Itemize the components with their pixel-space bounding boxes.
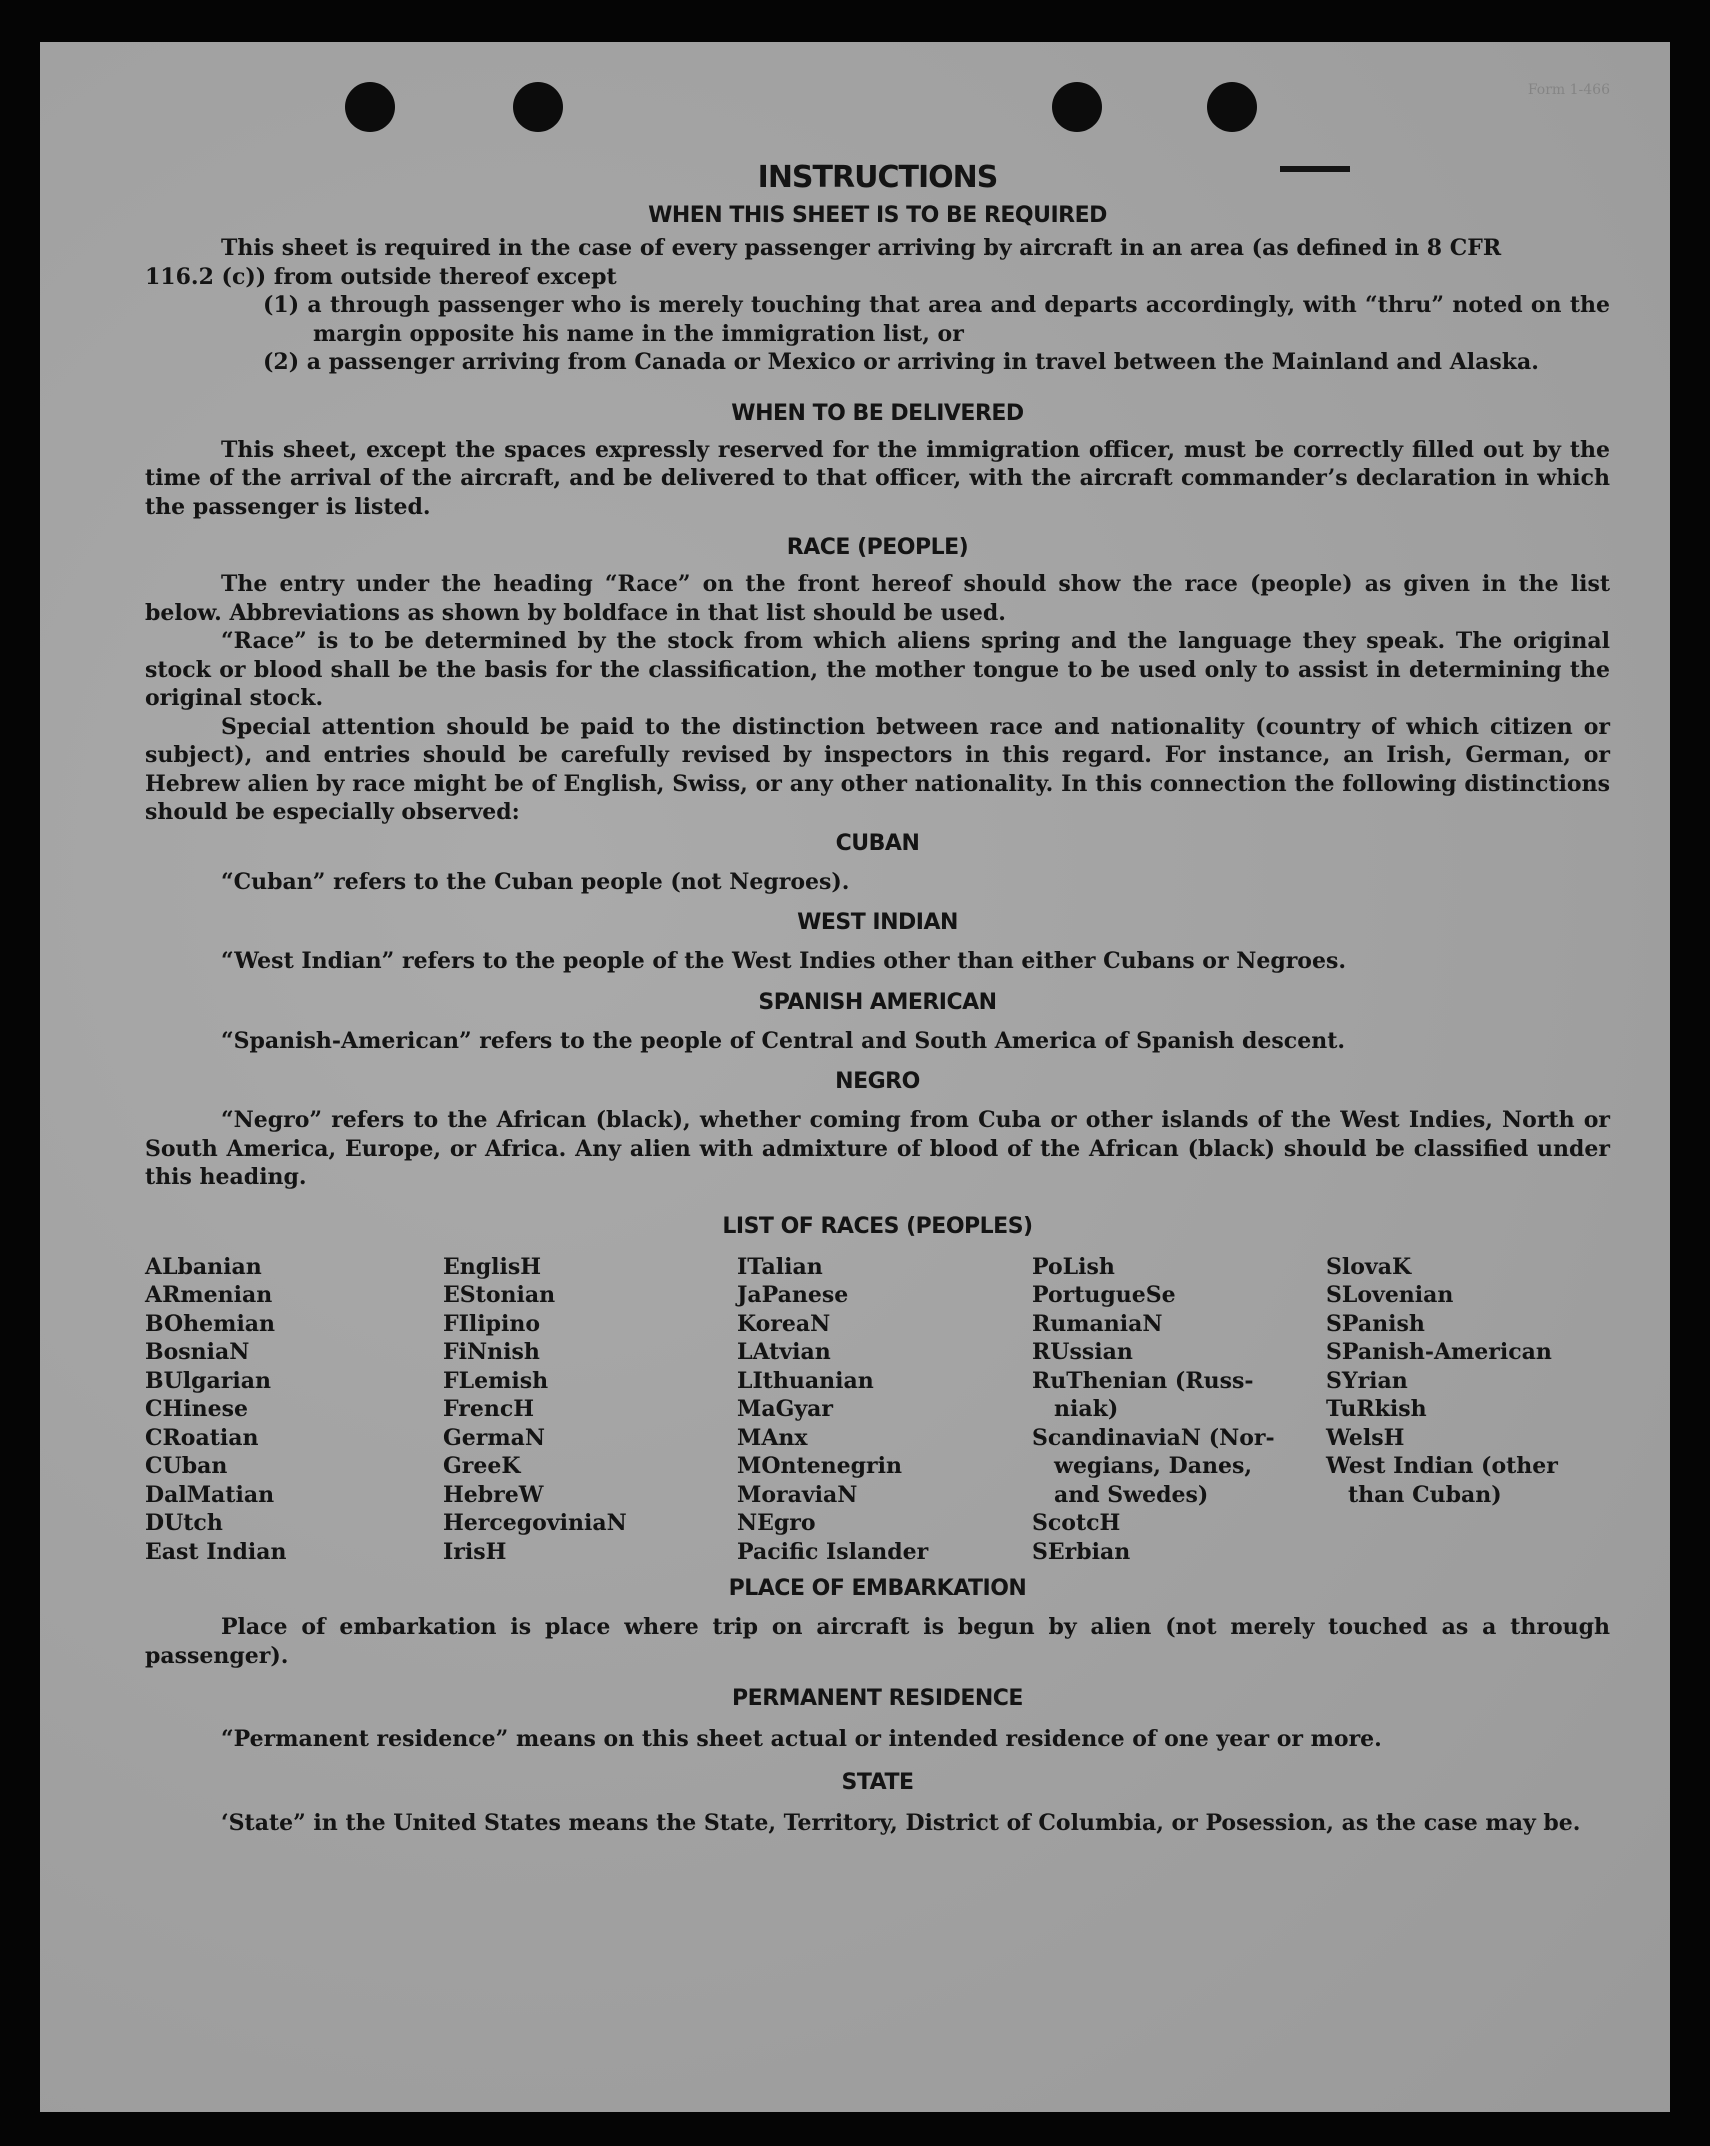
when-required-item-1: (1) a through passenger who is merely touching that area and departs accordingly, with “thru” noted on the margin opposite his name in the immigration list, or — [263, 292, 1610, 347]
heading-west-indian: WEST INDIAN — [797, 910, 958, 935]
heading-state: STATE — [841, 1769, 914, 1795]
race-entry: West Indian (other — [1326, 1453, 1558, 1479]
race-entry: IrisH — [443, 1538, 507, 1565]
heading-permanent-residence: PERMANENT RESIDENCE — [732, 1686, 1023, 1711]
races-column-3 — [737, 1253, 1032, 1567]
race-entry: DUtch — [145, 1510, 223, 1536]
race-entry: RUssian — [1032, 1339, 1133, 1365]
punch-hole — [1052, 82, 1102, 132]
races-column-4 — [1032, 1253, 1326, 1567]
race-entry: Pacific Islander — [737, 1538, 929, 1565]
heading-cuban: CUBAN — [835, 830, 920, 856]
race-paragraph-3: Special attention should be paid to the distinction between race and nationality (country of which citizen or subject), and entries should be carefully revised by inspectors in this regard. For instance, an Irish, German, or Hebrew alien by race might be of English, Swiss, or any other nationality. In this connection the following distinctions should be especially observed: — [145, 713, 1610, 825]
race-entry: FrencH — [443, 1396, 534, 1422]
race-entry: FiNnish — [443, 1339, 540, 1365]
race-entry: SPanish-American — [1326, 1339, 1552, 1365]
when-required-item-2: (2) a passenger arriving from Canada or Mexico or arriving in travel between the Mainland and Alaska. — [263, 349, 1539, 375]
heading-list-of-races: LIST OF RACES (PEOPLES) — [722, 1213, 1033, 1239]
form-number: Form 1-466 — [1527, 82, 1610, 98]
embarkation-text: Place of embarkation is place where trip on aircraft is begun by alien (not merely touched as a through passenger). — [145, 1614, 1610, 1669]
negro-text: “Negro” refers to the African (black), whether coming from Cuba or other islands of the West Indies, North or South America, Europe, or Africa. Any alien with admixture of blood of the African (black) should be classified under this heading. — [145, 1107, 1610, 1190]
race-entry: SLovenian — [1326, 1282, 1454, 1308]
race-entry: ScandinaviaN (Nor- — [1032, 1424, 1275, 1451]
punch-hole — [345, 82, 395, 132]
race-entry: JaPanese — [737, 1282, 849, 1308]
when-delivered-text: This sheet, except the spaces expressly reserved for the immigration officer, must be correctly filled out by the time of the arrival of the aircraft, and be delivered to that officer, with the aircraft commander’s declaration in which the passenger is listed. — [145, 436, 1610, 520]
race-entry: niak) — [1054, 1396, 1119, 1422]
document-page — [40, 42, 1670, 2112]
cuban-text: “Cuban” refers to the Cuban people (not Negroes). — [221, 868, 850, 895]
race-entry: SPanish — [1326, 1310, 1425, 1337]
races-list — [145, 1253, 1610, 1567]
heading-when-delivered: WHEN TO BE DELIVERED — [731, 400, 1024, 426]
race-entry: BUlgarian — [145, 1367, 271, 1394]
race-entry: TuRkish — [1326, 1396, 1427, 1422]
races-column-5 — [1326, 1253, 1610, 1567]
race-entry: SErbian — [1032, 1538, 1131, 1565]
race-entry: CRoatian — [145, 1424, 259, 1451]
state-text: ‘State” in the United States means the State, Territory, District of Columbia, or Posession, as the case may be. — [221, 1809, 1581, 1836]
race-paragraph-1: The entry under the heading “Race” on the front hereof should show the race (people) as given in the list below. Abbreviations as shown by boldface in that list should be used. — [145, 571, 1610, 626]
heading-place-of-embarkation: PLACE OF EMBARKATION — [728, 1576, 1027, 1601]
race-entry: SlovaK — [1326, 1253, 1412, 1280]
race-entry: EStonian — [443, 1282, 556, 1308]
race-entry: FIlipino — [443, 1310, 541, 1337]
race-entry: RumaniaN — [1032, 1310, 1163, 1337]
race-entry: BOhemian — [145, 1310, 276, 1337]
instructions-content — [145, 160, 1610, 1837]
race-entry: CHinese — [145, 1396, 249, 1422]
race-entry: and Swedes) — [1054, 1481, 1209, 1508]
race-entry: SYrian — [1326, 1367, 1408, 1394]
heading-spanish-american: SPANISH AMERICAN — [758, 989, 997, 1015]
race-entry: MOntenegrin — [737, 1453, 902, 1479]
race-entry: MAnx — [737, 1424, 808, 1451]
race-entry: LIthuanian — [737, 1367, 874, 1394]
race-entry: NEgro — [737, 1510, 816, 1536]
heading-race: RACE (PEOPLE) — [786, 535, 969, 560]
race-entry: ALbanian — [145, 1253, 262, 1280]
race-entry: HebreW — [443, 1481, 544, 1508]
punch-hole — [513, 82, 563, 132]
race-entry: RuThenian (Russ- — [1032, 1367, 1254, 1394]
race-entry: FLemish — [443, 1367, 549, 1394]
race-entry: wegians, Danes, — [1054, 1453, 1252, 1479]
races-column-2 — [443, 1253, 737, 1567]
race-paragraph-2: “Race” is to be determined by the stock from which aliens spring and the language they speak. The original stock or blood shall be the basis for the classification, the mother tongue to be used only to assist in determining the original stock. — [145, 628, 1610, 711]
race-entry: MoraviaN — [737, 1481, 858, 1508]
west-indian-text: “West Indian” refers to the people of the West Indies other than either Cubans or Negroes. — [221, 948, 1347, 974]
race-entry: KoreaN — [737, 1310, 831, 1337]
when-required-intro: This sheet is required in the case of every passenger arriving by aircraft in an area (as defined in 8 CFR — [221, 235, 1502, 261]
spanish-american-text: “Spanish-American” refers to the people of Central and South America of Spanish descent. — [221, 1027, 1346, 1054]
race-entry: East Indian — [145, 1538, 287, 1565]
residence-text: “Permanent residence” means on this sheet actual or intended residence of one year or more. — [221, 1726, 1382, 1752]
races-column-1 — [145, 1253, 443, 1567]
race-entry: EnglisH — [443, 1253, 542, 1280]
race-entry: PoLish — [1032, 1253, 1115, 1280]
race-entry: than Cuban) — [1348, 1481, 1502, 1508]
race-entry: MaGyar — [737, 1396, 834, 1422]
race-entry: DalMatian — [145, 1481, 275, 1508]
page-title: INSTRUCTIONS — [757, 160, 998, 195]
race-entry: GreeK — [443, 1453, 521, 1479]
race-entry: BosniaN — [145, 1339, 250, 1365]
punch-hole — [1207, 82, 1257, 132]
heading-when-required: WHEN THIS SHEET IS TO BE REQUIRED — [648, 203, 1107, 228]
race-entry: ITalian — [737, 1253, 823, 1280]
race-entry: ARmenian — [145, 1282, 273, 1308]
race-entry: PortugueSe — [1032, 1282, 1176, 1308]
race-entry: WelsH — [1326, 1424, 1405, 1451]
race-entry: HercegoviniaN — [443, 1510, 627, 1536]
race-entry: CUban — [145, 1453, 228, 1479]
race-entry: ScotcH — [1032, 1510, 1121, 1536]
race-entry: GermaN — [443, 1424, 546, 1451]
when-required-intro-cont: 116.2 (c)) from outside thereof except — [145, 263, 617, 290]
race-entry: LAtvian — [737, 1339, 831, 1365]
heading-negro: NEGRO — [835, 1069, 920, 1094]
